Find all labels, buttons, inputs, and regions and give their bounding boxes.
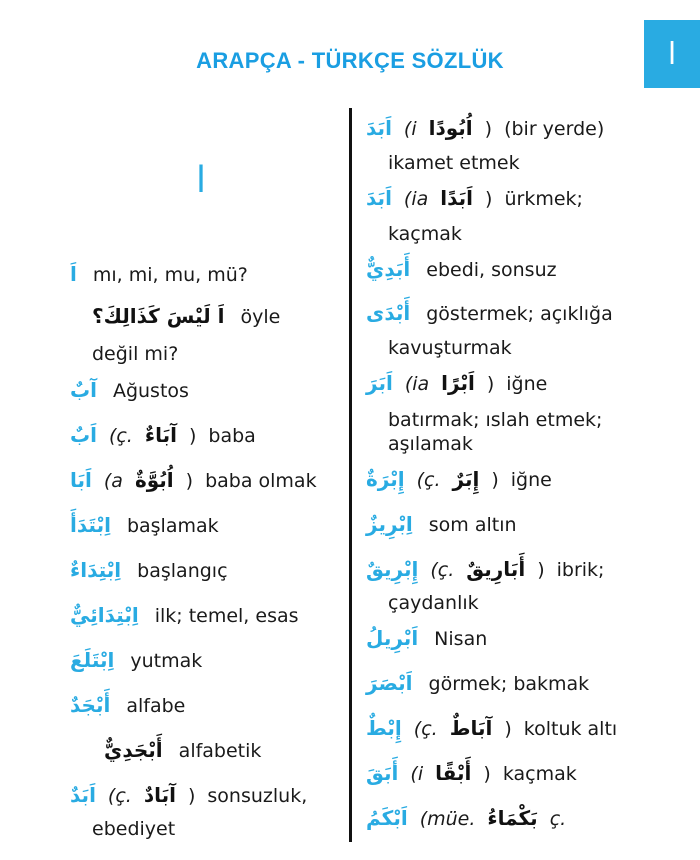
paren-close: ) [484, 118, 493, 140]
definition: iğne [510, 469, 552, 491]
definition: ç. [549, 808, 567, 830]
entry [366, 761, 577, 785]
paren-close: ) [504, 718, 512, 740]
entry [366, 626, 487, 650]
definition: başlangıç [137, 560, 228, 582]
headword: اَبَرَ [366, 371, 393, 395]
grammar-note: (ç. [413, 718, 438, 740]
paren-close: ) [185, 470, 194, 492]
entry [70, 468, 317, 492]
definition: koltuk altı [523, 718, 618, 740]
headword: اَبْصَرَ [366, 671, 413, 695]
definition-continued: ikamet etmek [388, 152, 520, 174]
headword: اَ لَيْسَ كَذَالِكَ؟ [92, 304, 225, 328]
entry [366, 257, 557, 281]
definition: sonsuzluk, [207, 785, 308, 807]
grammar-note: (ia [403, 188, 429, 210]
entry [70, 648, 202, 672]
headword: آبٌ [70, 378, 97, 402]
headword: اَبَا [70, 468, 92, 492]
masdar-form: اَبْرًا [441, 371, 475, 395]
grammar-note: (a [103, 470, 123, 492]
headword: اِبْرِيزٌ [366, 512, 413, 536]
headword: اَ [70, 262, 77, 286]
entry [366, 186, 583, 210]
definition: som altın [428, 514, 517, 536]
paren-close: ) [485, 188, 493, 210]
headword: اِبْتَلَعَ [70, 648, 115, 672]
definition-continued: değil mi? [92, 343, 179, 365]
entry [366, 371, 547, 395]
definition: alfabe [126, 695, 186, 717]
entry [366, 512, 517, 536]
plural-form: أَبَارِيقٌ [466, 557, 526, 581]
paren-close: ) [483, 763, 491, 785]
headword: أَبْجَدِيٌّ [104, 738, 163, 762]
definition: yutmak [130, 650, 203, 672]
definition: öyle [240, 306, 281, 328]
entry [92, 304, 280, 328]
definition: mı, mi, mu, mü? [92, 264, 248, 286]
definition-continued: çaydanlık [388, 592, 479, 614]
plural-form: إِبَرٌ [452, 467, 480, 491]
page-title: ARAPÇA - TÜRKÇE SÖZLÜK [196, 48, 504, 73]
headword: أَبْدَى [366, 301, 411, 325]
paren-close: ) [187, 785, 196, 807]
grammar-note: (i [410, 763, 424, 785]
masdar-form: اُبُوَّةٌ [134, 468, 174, 492]
definition: (bir yerde) [504, 118, 605, 140]
plural-form: آبَاطٌ [449, 716, 493, 740]
headword: اِبْتِدَاءٌ [70, 558, 122, 582]
definition-continued: aşılamak [388, 433, 473, 455]
definition: baba olmak [205, 470, 317, 492]
entry [366, 671, 589, 695]
headword: اَبَدٌ [70, 783, 96, 807]
headword: اِبْتَدَأَ [70, 513, 111, 537]
masdar-form: اُبُودًا [428, 116, 473, 140]
definition: ebedi, sonsuz [426, 259, 557, 281]
masdar-form: اَبَدًا [440, 186, 474, 210]
headword: اَبْرِيلُ [366, 626, 419, 650]
definition: Nisan [434, 628, 488, 650]
headword: اِبْتِدَائِيٌّ [70, 603, 139, 627]
definition: ibrik; [556, 559, 605, 581]
definition: Ağustos [112, 380, 189, 402]
entry [70, 603, 299, 627]
headword: أَبْجَدٌ [70, 693, 111, 717]
paren-close: ) [537, 559, 545, 581]
grammar-note: (ç. [430, 559, 455, 581]
grammar-note: (ç. [108, 425, 133, 447]
grammar-note: (i [403, 118, 417, 140]
grammar-note: (müe. [419, 808, 476, 830]
entry [366, 116, 604, 140]
entry [70, 262, 248, 286]
headword: اَبَدَ [366, 116, 392, 140]
headword: اَبٌ [70, 423, 97, 447]
definition: görmek; bakmak [428, 673, 590, 695]
headword: أَبَدِيٌّ [366, 257, 411, 281]
grammar-note: (ia [404, 373, 430, 395]
definition-continued: ebediyet [92, 818, 176, 840]
definition: ilk; temel, esas [154, 605, 299, 627]
definition-continued: batırmak; ıslah etmek; [388, 409, 603, 431]
definition: ürkmek; [504, 188, 583, 210]
column-divider [349, 108, 352, 842]
definition-continued: kavuşturmak [388, 337, 512, 359]
headword: اَبَدَ [366, 186, 392, 210]
entry [366, 716, 617, 740]
entry [366, 806, 566, 830]
section-tab[interactable] [644, 20, 700, 88]
paren-close: ) [491, 469, 499, 491]
plural-form: آبَاءٌ [144, 423, 177, 447]
paren-close: ) [188, 425, 197, 447]
entry [366, 467, 552, 491]
headword: اَبْكَمُ [366, 806, 408, 830]
entry [70, 378, 189, 402]
entry [70, 558, 228, 582]
entry [70, 513, 219, 537]
entry [70, 693, 185, 717]
grammar-note: (ç. [107, 785, 132, 807]
tab-letter: ا [667, 36, 677, 72]
entry [104, 738, 261, 762]
definition: başlamak [126, 515, 219, 537]
section-letter: ا [196, 160, 207, 201]
entry [366, 557, 604, 581]
entry [70, 783, 307, 807]
entry [366, 301, 613, 325]
headword: إِبْرَةٌ [366, 467, 405, 491]
headword: إِبْطٌ [366, 716, 402, 740]
definition: alfabetik [178, 740, 262, 762]
definition: kaçmak [502, 763, 577, 785]
grammar-note: (ç. [416, 469, 441, 491]
definition: göstermek; açıklığa [426, 303, 613, 325]
definition: iğne [506, 373, 548, 395]
entry [70, 423, 256, 447]
headword: إِبْرِيقٌ [366, 557, 419, 581]
paren-close: ) [486, 373, 495, 395]
feminine-form: بَكْمَاءُ [487, 806, 538, 830]
masdar-form: أَبْقًا [435, 761, 472, 785]
headword: أَبَقَ [366, 761, 399, 785]
definition: baba [208, 425, 256, 447]
plural-form: آبَادٌ [143, 783, 176, 807]
definition-continued: kaçmak [388, 223, 462, 245]
